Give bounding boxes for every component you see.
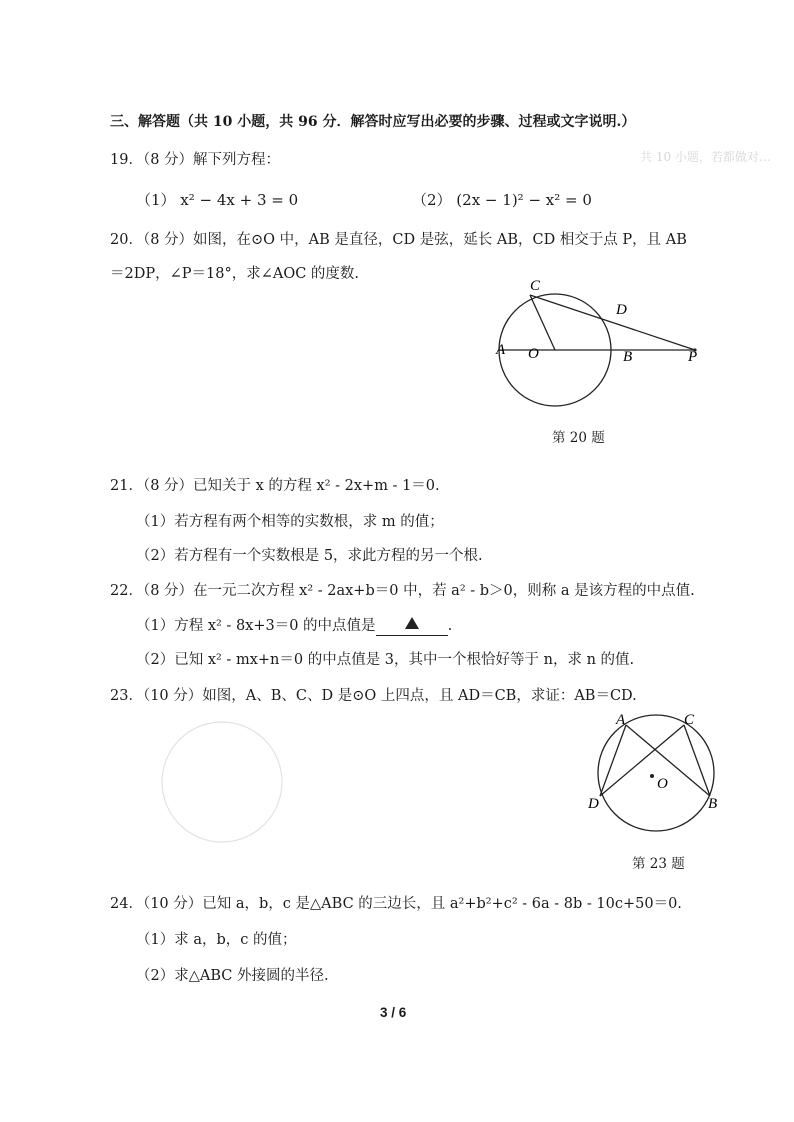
q23-label-A: A: [616, 712, 626, 728]
q19-head: 19．（8 分）解下列方程：: [110, 152, 281, 168]
q23-label-C: C: [684, 712, 695, 728]
q19-part1: （1） x² − 4x + 3 = 0: [136, 191, 299, 209]
answer-blank: [376, 617, 448, 636]
q19-part2: （2） (2x − 1)² − x² = 0: [412, 191, 592, 209]
q23-circle: [598, 715, 714, 831]
q24-part2: （2）求△ABC 外接圆的半径.: [136, 968, 329, 984]
q20-label-D: D: [616, 302, 627, 318]
q20-line-oc: [530, 295, 555, 350]
bleed-through-figure: [150, 712, 310, 852]
q22-part2: （2）已知 x² - mx+n＝0 的中点值是 3，其中一个根恰好等于 n，求 n 的值.: [136, 652, 635, 668]
q20-label-C: C: [530, 278, 541, 294]
q20-figure: [490, 270, 710, 420]
q23-caption: 第 23 题: [632, 856, 685, 872]
q20-label-B: B: [623, 349, 633, 365]
q23-label-D: D: [588, 796, 599, 812]
triangle-icon: [405, 617, 419, 629]
q20-caption: 第 20 题: [552, 430, 605, 446]
q20-line2: ＝2DP，∠P＝18°，求∠AOC 的度数.: [110, 266, 360, 282]
q22-part1: [136, 616, 452, 636]
q20-label-O: O: [528, 346, 539, 362]
q20-label-P: P: [688, 349, 698, 365]
q23-center-dot: [650, 774, 654, 778]
q24-part1: （1）求 a，b，c 的值；: [136, 932, 297, 948]
q20-label-A: A: [496, 342, 506, 358]
q21-part1: （1）若方程有两个相等的实数根，求 m 的值；: [136, 514, 444, 530]
page-number: 3 / 6: [380, 1005, 407, 1020]
q23-label-O: O: [657, 776, 668, 792]
q23-head: 23．（10 分）如图，A、B、C、D 是⊙O 上四点，且 AD＝CB，求证：AB＝CD.: [110, 688, 637, 704]
q20-line1: 20．（8 分）如图，在⊙O 中，AB 是直径，CD 是弦，延长 AB，CD 相交于点 P，且 AB: [110, 232, 687, 248]
section-header: 三、解答题（共 10 小题，共 96 分．解答时应写出必要的步骤、过程或文字说明.）: [110, 114, 636, 130]
q22-head: 22．（8 分）在一元二次方程 x² - 2ax+b＝0 中，若 a² - b＞0，则称 a 是该方程的中点值.: [110, 583, 695, 599]
q23-figure: [586, 708, 726, 838]
q21-head: 21．（8 分）已知关于 x 的方程 x² - 2x+m - 1＝0.: [110, 478, 440, 494]
bleed-through-text: 共 10 小题，若都做对…: [640, 150, 771, 164]
q23-label-B: B: [708, 796, 718, 812]
q21-part2: （2）若方程有一个实数根是 5，求此方程的另一个根.: [136, 548, 483, 564]
q22-part1-text: （1）方程 x² - 8x+3＝0 的中点值是: [136, 618, 376, 634]
q22-part1-end: .: [447, 618, 453, 634]
q20-line-cp: [530, 295, 695, 350]
q24-head: 24．（10 分）已知 a，b，c 是△ABC 的三边长，且 a²+b²+c² - 6a - 8b - 10c+50＝0.: [110, 896, 682, 912]
